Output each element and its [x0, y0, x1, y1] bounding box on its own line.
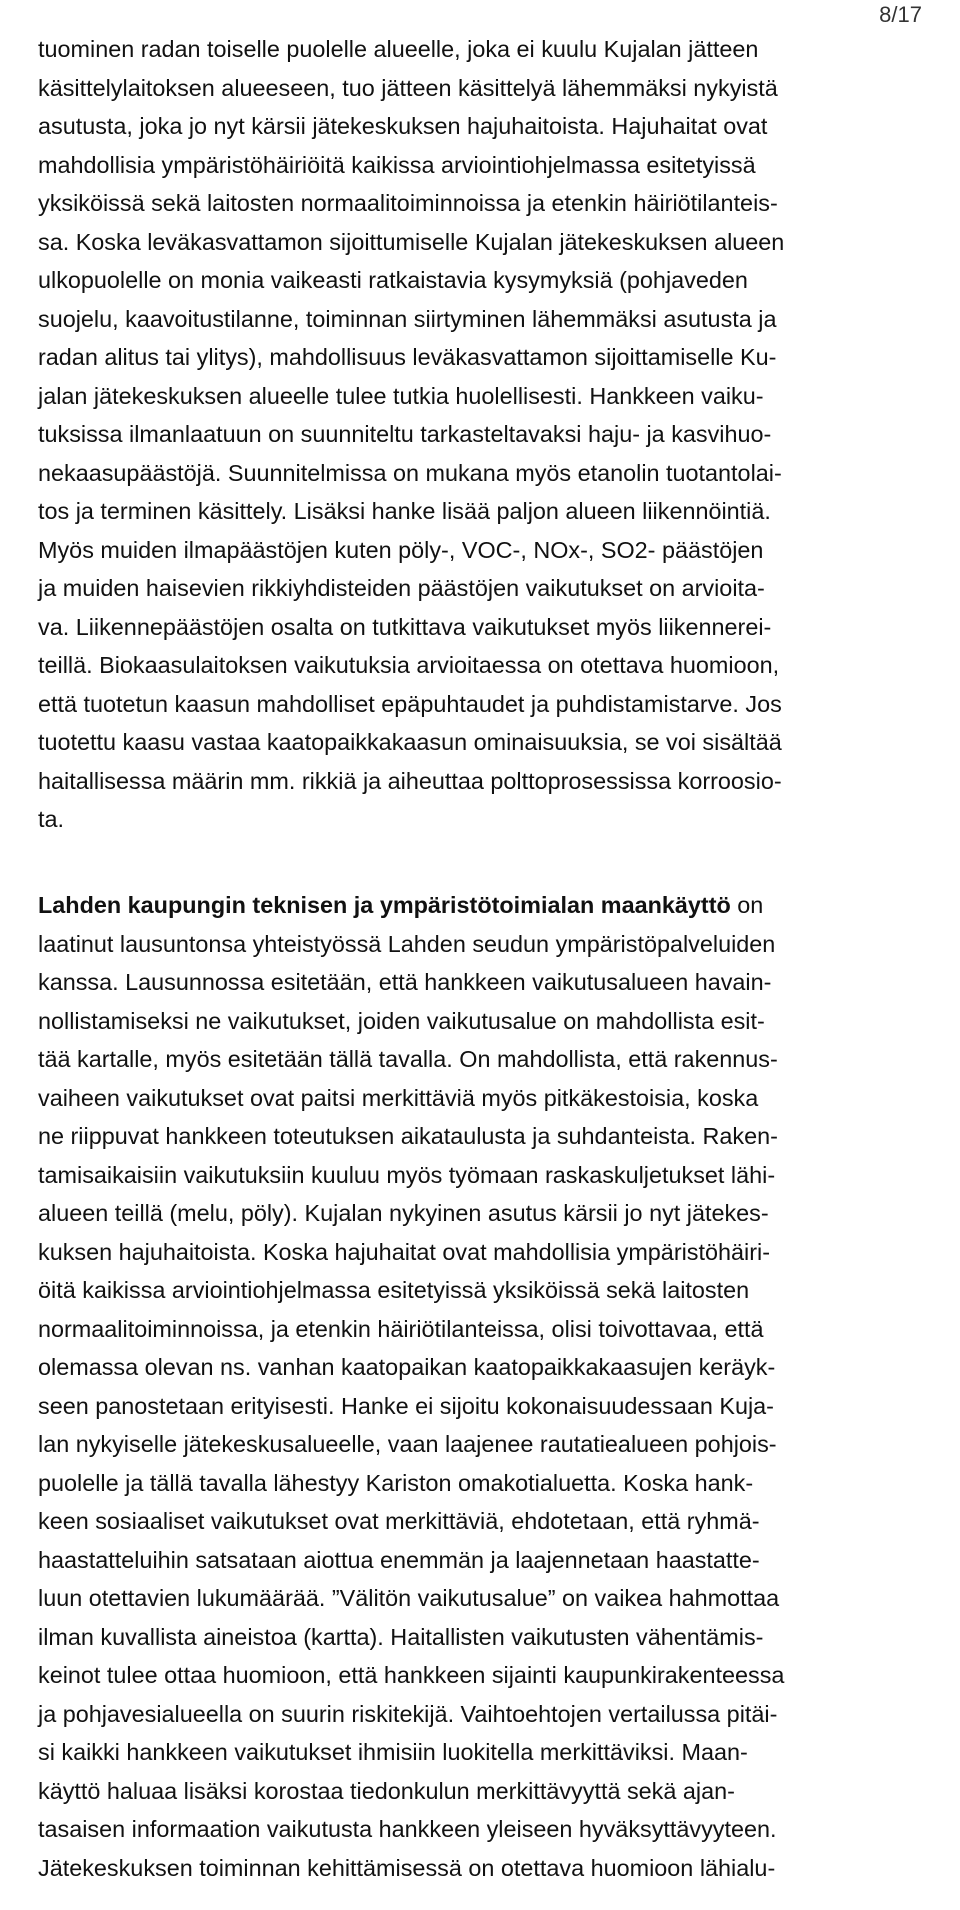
text-line: asutusta, joka jo nyt kärsii jätekeskuksen hajuhaitoista. Hajuhaitat ovat — [38, 113, 768, 139]
text-line: mahdollisia ympäristöhäiriöitä kaikissa arviointiohjelmassa esitetyissä — [38, 151, 756, 178]
text-line: olemassa olevan ns. vanhan kaatopaikan kaatopaikkakaasujen keräyk- — [38, 1354, 776, 1380]
text-line: keinot tulee ottaa huomioon, että hankkeen sijainti kaupunkirakenteessa — [38, 1662, 785, 1688]
text-line: keen sosiaaliset vaikutukset ovat merkittäviä, ehdotetaan, että ryhmä- — [38, 1508, 760, 1534]
paragraph-lahti-land-use-statement — [38, 886, 928, 1887]
text-line: ulkopuolelle on monia vaikeasti ratkaistavia kysymyksiä (pohjaveden — [38, 267, 748, 293]
text-line: tos ja terminen käsittely. Lisäksi hanke lisää paljon alueen liikennöintiä. — [38, 498, 771, 524]
text-line: jalan jätekeskuksen alueelle tulee tutkia huolellisesti. Hankkeen vaiku- — [38, 382, 764, 409]
text-line: suojelu, kaavoitustilanne, toiminnan siirtyminen lähemmäksi asutusta ja — [38, 305, 777, 332]
text-line: seen panostetaan erityisesti. Hanke ei sijoitu kokonaisuudessaan Kuja- — [38, 1392, 774, 1419]
text-fragment: on — [730, 892, 764, 918]
text-line: ne riippuvat hankkeen toteutuksen aikataulusta ja suhdanteista. Raken- — [38, 1123, 778, 1149]
text-line: si kaikki hankkeen vaikutukset ihmisiin luokitella merkittäviksi. Maan- — [38, 1739, 748, 1765]
text-line: haitallisessa määrin mm. rikkiä ja aiheuttaa polttoprosessissa korroosio- — [38, 767, 782, 794]
page-number: 8/17 — [879, 2, 922, 27]
text-line: vaiheen vaikutukset ovat paitsi merkittäviä myös pitkäkestoisia, koska — [38, 1084, 759, 1111]
text-line: ja muiden haisevien rikkiyhdisteiden päästöjen vaikutukset on arvioita- — [38, 575, 765, 601]
text-line: tuominen radan toiselle puolelle alueelle, joka ei kuulu Kujalan jätteen — [38, 36, 759, 62]
text-line: kuksen hajuhaitoista. Koska hajuhaitat ovat mahdollisia ympäristöhäiri- — [38, 1238, 770, 1265]
text-line: käyttö haluaa lisäksi korostaa tiedonkulun merkittävyyttä sekä ajan- — [38, 1777, 735, 1804]
text-line: että tuotetun kaasun mahdolliset epäpuhtaudet ja puhdistamistarve. Jos — [38, 690, 782, 717]
text-line: Jätekeskuksen toiminnan kehittämisessä on otettava huomioon lähialu- — [38, 1854, 776, 1881]
text-line: alueen teillä (melu, pöly). Kujalan nykyinen asutus kärsii jo nyt jätekes- — [38, 1200, 769, 1226]
text-line: ilman kuvallista aineistoa (kartta). Haitallisten vaikutusten vähentämis- — [38, 1623, 764, 1650]
text-line: radan alitus tai ylitys), mahdollisuus leväkasvattamon sijoittamiselle Ku- — [38, 344, 777, 370]
text-line: nollistamiseksi ne vaikutukset, joiden vaikutusalue on mahdollista esit- — [38, 1007, 765, 1034]
text-line: öitä kaikissa arviointiohjelmassa esitetyissä yksiköissä sekä laitosten — [38, 1277, 750, 1303]
text-line: lan nykyiselle jätekeskusalueelle, vaan laajenee rautatiealueen pohjois- — [38, 1431, 777, 1457]
text-line: ta. — [38, 806, 65, 832]
text-line: va. Liikennepäästöjen osalta on tutkittava vaikutukset myös liikennerei- — [38, 613, 772, 640]
text-line: tuksissa ilmanlaatuun on suunniteltu tarkasteltavaksi haju- ja kasvihuo- — [38, 421, 772, 447]
text-line — [38, 886, 928, 925]
text-line: käsittelylaitoksen alueeseen, tuo jätteen käsittelyä lähemmäksi nykyistä — [38, 74, 778, 101]
statement-author: Lahden kaupungin teknisen ja ympäristötoimialan maankäyttö — [38, 892, 731, 918]
text-line: puolelle ja tällä tavalla lähestyy Kariston omakotialuetta. Koska hank- — [38, 1469, 754, 1496]
text-line: kanssa. Lausunnossa esitetään, että hankkeen vaikutusalueen havain- — [38, 969, 772, 995]
text-line: tuotettu kaasu vastaa kaatopaikkakaasun ominaisuuksia, se voi sisältää — [38, 729, 782, 755]
text-line: sa. Koska leväkasvattamon sijoittumiselle Kujalan jätekeskuksen alueen — [38, 228, 785, 255]
paragraph-environmental-impacts — [38, 30, 928, 839]
text-line: nekaasupäästöjä. Suunnitelmissa on mukana myös etanolin tuotantolai- — [38, 459, 782, 486]
text-line: ja pohjavesialueella on suurin riskitekijä. Vaihtoehtojen vertailussa pitäi- — [38, 1700, 778, 1727]
text-line: tää kartalle, myös esitetään tällä tavalla. On mahdollista, että rakennus- — [38, 1046, 778, 1072]
text-line: tamisaikaisiin vaikutuksiin kuuluu myös työmaan raskaskuljetukset lähi- — [38, 1161, 776, 1188]
text-line: yksiköissä sekä laitosten normaalitoiminnoissa ja etenkin häiriötilanteis- — [38, 190, 778, 216]
text-line: laatinut lausuntonsa yhteistyössä Lahden seudun ympäristöpalveluiden — [38, 930, 776, 957]
text-line: tasaisen informaation vaikutusta hankkeen yleiseen hyväksyttävyyteen. — [38, 1816, 777, 1842]
text-line: luun otettavien lukumäärää. ”Välitön vaikutusalue” on vaikea hahmottaa — [38, 1585, 780, 1611]
text-line: Myös muiden ilmapäästöjen kuten pöly-, VOC-, NOx-, SO2- päästöjen — [38, 536, 764, 563]
text-line: haastatteluihin satsataan aiottua enemmän ja laajennetaan haastatte- — [38, 1546, 760, 1573]
text-line: normaalitoiminnoissa, ja etenkin häiriötilanteissa, olisi toivottavaa, että — [38, 1315, 764, 1342]
text-line: teillä. Biokaasulaitoksen vaikutuksia arvioitaessa on otettava huomioon, — [38, 652, 780, 678]
